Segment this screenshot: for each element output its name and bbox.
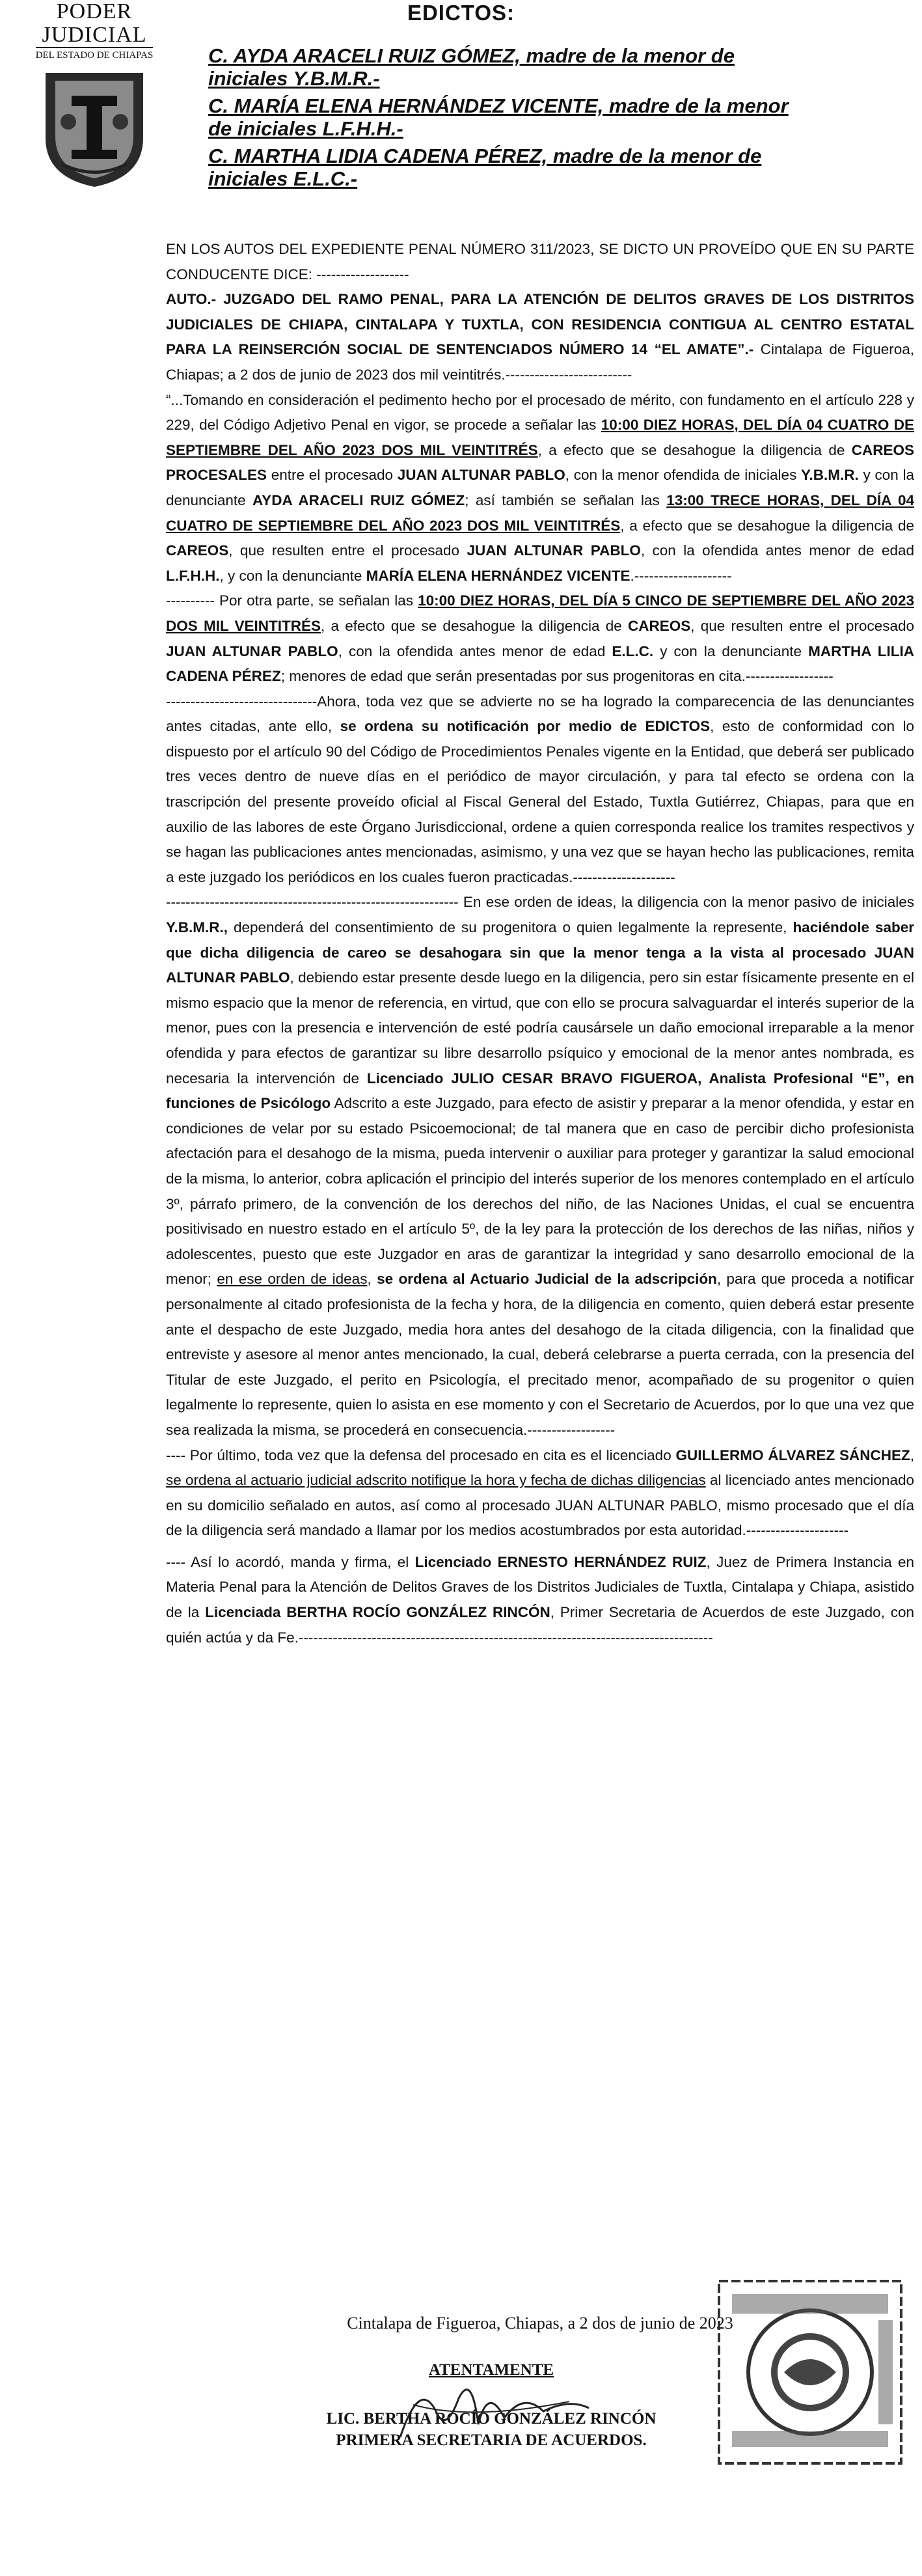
text-run: 13:00 TRECE HORAS, DEL DÍA 04 CUATRO DE SEPTIEMBRE DEL AÑO 2023 DOS MIL VEINTITRÉS: [166, 492, 914, 534]
text-run: se ordena al Actuario Judicial de la adscripción: [377, 1271, 717, 1288]
text-run: CAREOS: [166, 542, 229, 559]
text-run: Licenciada BERTHA ROCÍO GONZÁLEZ RINCÓN: [205, 1604, 550, 1621]
text-run: Y.B.M.R.: [801, 467, 859, 484]
paragraph-defensa: [166, 1443, 914, 1544]
text-run: , que resulten entre el procesado: [690, 617, 914, 634]
text-run: “...Tomando en consideración el pedimento hecho por el procesado de mérito, con fundamento en el artículo 228 y 229, del Código Adjetivo Penal en vigor, se procede a señalar las: [166, 391, 914, 434]
signature-block: [244, 2359, 739, 2451]
paragraph-firma: [166, 1550, 914, 1650]
paragraph-psicologo: [166, 890, 914, 1443]
text-run: se ordena al actuario judicial adscrito notifique la hora y fecha de dichas diligencias: [166, 1472, 706, 1489]
text-run: JUAN ALTUNAR PABLO: [467, 542, 641, 559]
official-seal-stamp-icon: [712, 2275, 908, 2470]
handwritten-signature-icon: [374, 2372, 608, 2457]
text-run: , con la menor ofendida de iniciales: [565, 467, 802, 484]
text-run: ,: [367, 1271, 377, 1288]
paragraph-edictos: [166, 689, 914, 891]
intro-paragraph: [166, 237, 914, 287]
paragraph-careos-2: [166, 589, 914, 689]
text-run: ; menores de edad que serán presentadas por sus progenitoras en cita.------------------: [280, 668, 834, 685]
text-run: .--------------------: [630, 567, 732, 584]
logo-subtitle: DEL ESTADO DE CHIAPAS: [36, 47, 154, 61]
text-run: al licenciado antes mencionado en su domicilio señalado en autos, así como al procesado JUAN ALTUNAR PABLO, mismo procesado que el día de la diligencia será mandado a llamar por los medios acostumbrados por esta autoridad.---------------------: [166, 1472, 914, 1539]
text-run: , a efecto que se desahogue la diligencia de: [321, 617, 628, 634]
signer-name: LIC. BERTHA ROCÍO GONZÁLEZ RINCÓN: [326, 2410, 657, 2428]
text-run: y con la denunciante: [166, 467, 915, 508]
text-run: 10:00 DIEZ HORAS, DEL DÍA 04 CUATRO DE SEPTIEMBRE DEL AÑO 2023 DOS MIL VEINTITRÉS: [166, 417, 914, 458]
page-title: EDICTOS:: [407, 1, 515, 25]
text-run: ---- Por último, toda vez que la defensa del procesado en cita es el licenciado: [166, 1447, 676, 1463]
text-run: CAREOS PROCESALES: [166, 441, 914, 484]
text-run: , con la ofendida antes menor de edad: [640, 542, 914, 559]
text-run: ------------------------------------------------------------ En ese orden de ideas, la diligencia con la menor pasivo de iniciales: [166, 894, 914, 911]
text-run: , y con la denunciante: [219, 567, 366, 584]
text-run: 10:00 DIEZ HORAS, DEL DÍA 5 CINCO DE SEPTIEMBRE DEL AÑO 2023 DOS MIL VEINTITRÉS: [166, 592, 914, 634]
text-run: MARÍA ELENA HERNÁNDEZ VICENTE: [366, 567, 630, 584]
text-run: , para que proceda a notificar personalmente al citado profesionista de la fecha y hora, de la diligencia en comento, quien deberá estar presente ante el despacho de este Juzgado, media hora antes del desahogo de la citada diligencia, con la finalidad que entreviste y asesore al menor antes mencionado, la cual, deberá celebrarse a puerta cerrada, con la presencia del Titular de este Juzgado, el perito en Psicología, el precitado menor, acompañado de su progenitor o quien legalmente lo represente, quien lo asista en ese momento y con el Secretario de Acuerdos, por lo que una vez que sea realizada la misma, se procederá en consecuencia.------------------: [166, 1271, 915, 1438]
text-run: -------------------------------Ahora, toda vez que se advierte no se ha logrado la comparecencia de las denunciantes antes citadas, ante ello,: [166, 693, 914, 735]
text-run: AYDA ARACELI RUIZ GÓMEZ: [252, 492, 465, 508]
text-run: JUAN ALTUNAR PABLO: [166, 643, 338, 659]
signer-title: PRIMERA SECRETARIA DE ACUERDOS.: [336, 2431, 647, 2449]
logo-title: PODER JUDICIAL: [42, 0, 147, 47]
text-run: E.L.C.: [612, 643, 654, 659]
text-run: ---------- Por otra parte, se señalan las: [166, 592, 418, 609]
text-run: ,: [910, 1447, 914, 1463]
text-run: MARTHA LILIA CADENA PÉREZ: [166, 643, 915, 685]
text-run: , con la ofendida antes menor de edad: [338, 643, 612, 659]
text-run: , Primer Secretaria de Acuerdos de este Juzgado, con quién actúa y da Fe.-------------------------------------------------------------------------------------: [166, 1604, 914, 1646]
text-run: Y.B.M.R.,: [166, 919, 228, 936]
text-run: ---- Así lo acordó, manda y firma, el: [166, 1553, 415, 1570]
auto-paragraph: [166, 287, 914, 387]
edict-body: [166, 237, 914, 1650]
court-shield-icon: [33, 66, 156, 190]
text-run: , que resulten entre el procesado: [228, 542, 467, 559]
text-run: Licenciado ERNESTO HERNÁNDEZ RUIZ: [414, 1553, 707, 1570]
text-run: EN LOS AUTOS DEL EXPEDIENTE PENAL NÚMERO 311/2023, SE DICTO UN PROVEÍDO QUE EN SU PARTE CONDUCENTE DICE: -------------------: [166, 241, 914, 283]
text-run: dependerá del consentimiento de su progenitora o quien legalmente la represente,: [228, 919, 793, 936]
text-run: , a efecto que se desahogue la diligencia de: [537, 441, 852, 458]
addressee-3: C. MARTHA LIDIA CADENA PÉREZ, madre de la menor de iniciales E.L.C.-: [208, 145, 762, 190]
text-run: AUTO.- JUZGADO DEL RAMO PENAL, PARA LA ATENCIÓN DE DELITOS GRAVES DE LOS DISTRITOS JUDICIALES DE CHIAPA, CINTALAPA Y TUXTLA, CON RESIDENCIA CONTIGUA AL CENTRO ESTATAL PARA LA REINSERCIÓN SOCIAL DE SENTENCIADOS NÚMERO 14 “EL AMATE”.-: [166, 291, 914, 358]
text-run: JUAN ALTUNAR PABLO: [397, 467, 565, 484]
text-run: ; así también se señalan las: [465, 492, 667, 508]
text-run: GUILLERMO ÁLVAREZ SÁNCHEZ: [675, 1447, 910, 1463]
text-run: , a efecto que se desahogue la diligencia de: [620, 517, 914, 534]
text-run: entre el procesado: [267, 467, 398, 484]
text-run: se ordena su notificación por medio de EDICTOS: [340, 718, 711, 735]
addressee-list: [208, 44, 807, 195]
place-date: Cintalapa de Figueroa, Chiapas, a 2 dos de junio de 2023: [347, 2314, 733, 2333]
text-run: en ese orden de ideas: [217, 1271, 368, 1288]
paragraph-careos-1: [166, 388, 914, 589]
addressee-1: C. AYDA ARACELI RUIZ GÓMEZ, madre de la menor de iniciales Y.B.M.R.-: [208, 44, 735, 90]
text-run: L.F.H.H.: [166, 567, 220, 584]
text-run: , debiendo estar presente desde luego en la diligencia, pero sin estar físicamente presente en el mismo espacio que la menor de referencia, en virtud, que con ello se procura salvaguardar el interés superior de la menor, pues con la presencia e intervención de esté podría causársele un daño emocional irreparable a la menor ofendida y para efectos de garantizar su libre desarrollo psíquico y emocional de la menor antes nombrada, es necesaria la intervención de: [166, 969, 914, 1087]
text-run: , Juez de Primera Instancia en Materia Penal para la Atención de Delitos Graves de los Distritos Judiciales de Tuxtla, Cintalapa y Chiapa, asistido de la: [166, 1553, 914, 1621]
atentamente-label: ATENTAMENTE: [428, 2361, 554, 2379]
text-run: Cintalapa de Figueroa, Chiapas; a 2 dos de junio de 2023 dos mil veintitrés.--------------------------: [166, 341, 914, 383]
text-run: y con la denunciante: [653, 643, 809, 659]
text-run: CAREOS: [627, 617, 691, 634]
text-run: , esto de conformidad con lo dispuesto por el artículo 90 del Código de Procedimientos Penales vigente en la Entidad, que deberá ser publicado tres veces dentro de nueve días en el periódico de mayor circulación, y para tal efecto se ordena con la trascripción del presente proveído oficial al Fiscal General del Estado, Tuxtla Gutiérrez, Chiapas, para que en auxilio de las labores de este Órgano Jurisdiccional, ordene a quien corresponda realice los tramites respectivos y se hagan las publicaciones antes mencionadas, asimismo, y una vez que se hayan hecho las publicaciones, remita a este juzgado los periódicos en los cuales fueron practicadas.---------------------: [166, 718, 914, 885]
text-run: Adscrito a este Juzgado, para efecto de asistir y preparar a la menor ofendida, y estar en condiciones de velar por su estado Psicoemocional; de tal manera que en caso de percibir dicho profesionista afectación para el desahogo de la misma, pueda intervenir o auxiliar para proteger y garantizar la salud emocional de la misma, lo anterior, cobra aplicación el principio del interés superior de los menores contemplado en el artículo 3º, párrafo primero, de la convención de los derechos del niño, de las Naciones Unidas, el cual se encuentra positivisado en nuestro estado en el artículo 5º, de la ley para la protección de los derechos de las niñas, niños y adolescentes, puesto que este Juzgador en aras de garantizar la integridad y sano desarrollo emocional de la menor;: [166, 1095, 914, 1288]
text-run: Licenciado JULIO CESAR BRAVO FIGUEROA, Analista Profesional “E”, en funciones de Psicólogo: [166, 1070, 914, 1112]
text-run: haciéndole saber que dicha diligencia de careo se desahogara sin que la menor tenga a la vista al procesado JUAN ALTUNAR PABLO: [166, 919, 914, 986]
addressee-2: C. MARÍA ELENA HERNÁNDEZ VICENTE, madre de la menor de iniciales L.F.H.H.-: [208, 94, 789, 140]
